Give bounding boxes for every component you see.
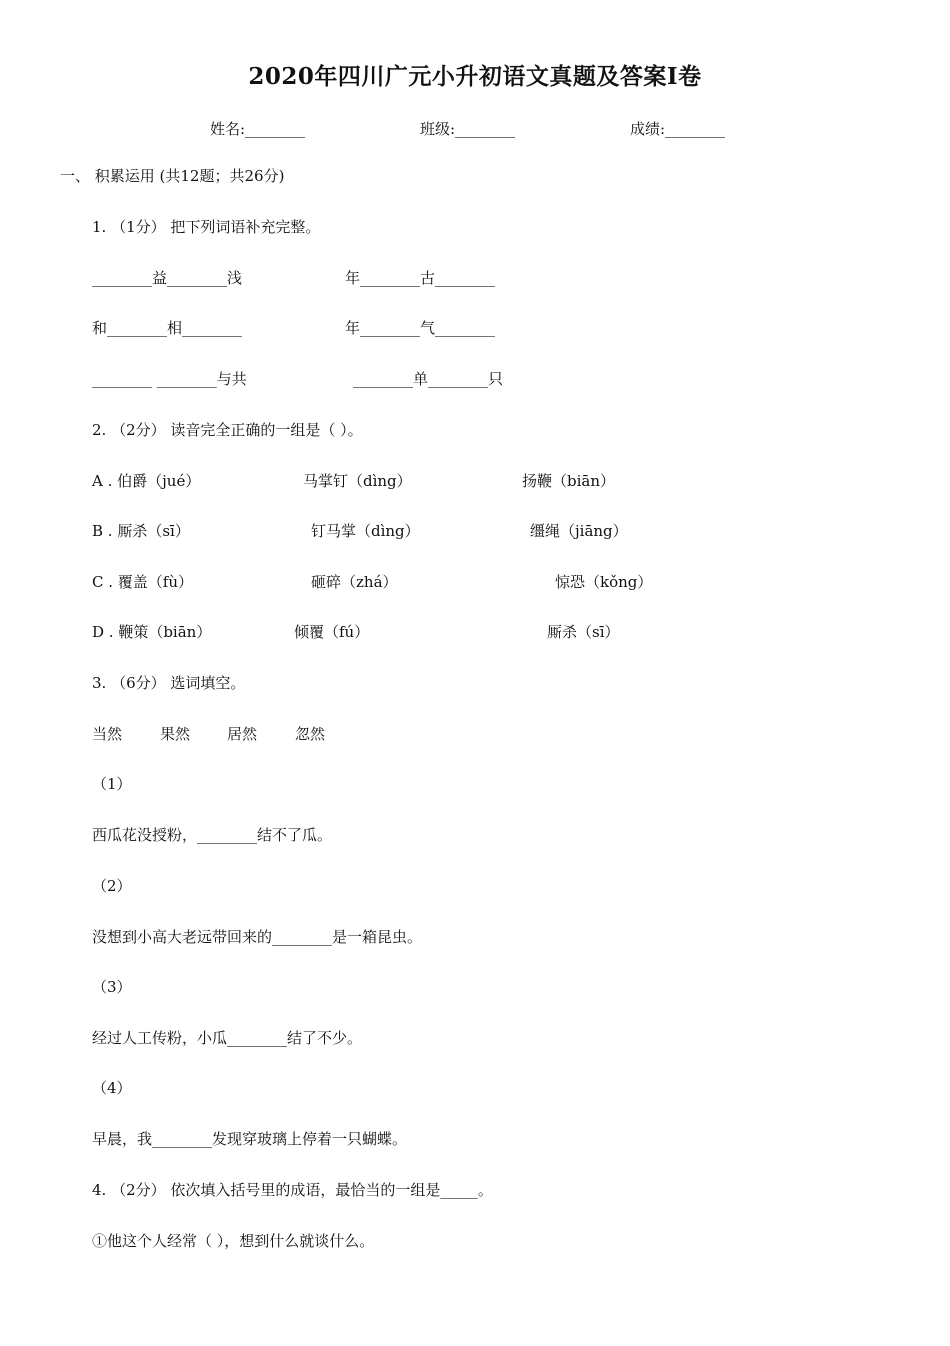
q3-part-3-sentence: 经过人工传粉，小瓜________结了不少。 xyxy=(92,1029,363,1047)
q1-idiom-3: 和________相________ xyxy=(92,319,243,337)
q3-part-3-label: （3） xyxy=(92,978,132,996)
q3-word-2: 果然 xyxy=(160,725,191,743)
q1-idiom-1: ________益________浅 xyxy=(92,269,243,287)
q3-word-1: 当然 xyxy=(92,725,123,743)
q3-part-1-sentence: 西瓜花没授粉，________结不了瓜。 xyxy=(92,826,333,844)
question-2-stem: 2. （2分） 读音完全正确的一组是（ ）。 xyxy=(92,421,363,439)
q2-option-a-2: 马掌钉（dìng） xyxy=(303,472,412,490)
q2-option-c-2: 砸碎（zhá） xyxy=(311,573,398,591)
q4-sentence-1: ①他这个人经常（ ），想到什么就谈什么。 xyxy=(92,1232,375,1250)
question-4-stem: 4. （2分） 依次填入括号里的成语，最恰当的一组是_____。 xyxy=(92,1181,493,1199)
question-3-stem: 3. （6分） 选词填空。 xyxy=(92,674,246,692)
q3-word-4: 忽然 xyxy=(295,725,326,743)
q3-part-2-label: （2） xyxy=(92,877,132,895)
q1-idiom-2: 年________古________ xyxy=(345,269,496,287)
question-1-stem: 1. （1分） 把下列词语补充完整。 xyxy=(92,218,321,236)
score-field: 成绩:________ xyxy=(630,120,726,138)
q3-word-3: 居然 xyxy=(227,725,258,743)
class-field: 班级:________ xyxy=(420,120,516,138)
q2-option-b-1: B . 厮杀（sī） xyxy=(92,522,190,540)
q3-part-4-label: （4） xyxy=(92,1079,132,1097)
q2-option-b-3: 缰绳（jiāng） xyxy=(530,522,628,540)
section-heading: 一、 积累运用 (共12题；共26分) xyxy=(60,167,285,185)
q3-part-2-sentence: 没想到小高大老远带回来的________是一箱昆虫。 xyxy=(92,928,423,946)
q2-option-c-3: 惊恐（kǒng） xyxy=(555,573,653,591)
q2-option-d-2: 倾覆（fú） xyxy=(294,623,370,641)
q3-part-4-sentence: 早晨，我________发现穿玻璃上停着一只蝴蝶。 xyxy=(92,1130,408,1148)
page-title: 2020年四川广元小升初语文真题及答案I卷 xyxy=(248,63,702,90)
q2-option-d-1: D . 鞭策（biān） xyxy=(92,623,212,641)
q2-option-d-3: 厮杀（sī） xyxy=(547,623,620,641)
q1-idiom-4: 年________气________ xyxy=(345,319,496,337)
q2-option-a-1: A . 伯爵（jué） xyxy=(92,472,201,490)
q3-part-1-label: （1） xyxy=(92,775,132,793)
q1-idiom-6: ________单________只 xyxy=(353,370,504,388)
student-name-field: 姓名:________ xyxy=(210,120,306,138)
q1-idiom-5: ________ ________与共 xyxy=(92,370,247,388)
q2-option-c-1: C . 覆盖（fù） xyxy=(92,573,193,591)
q2-option-a-3: 扬鞭（biān） xyxy=(522,472,616,490)
q2-option-b-2: 钉马掌（dìng） xyxy=(311,522,420,540)
